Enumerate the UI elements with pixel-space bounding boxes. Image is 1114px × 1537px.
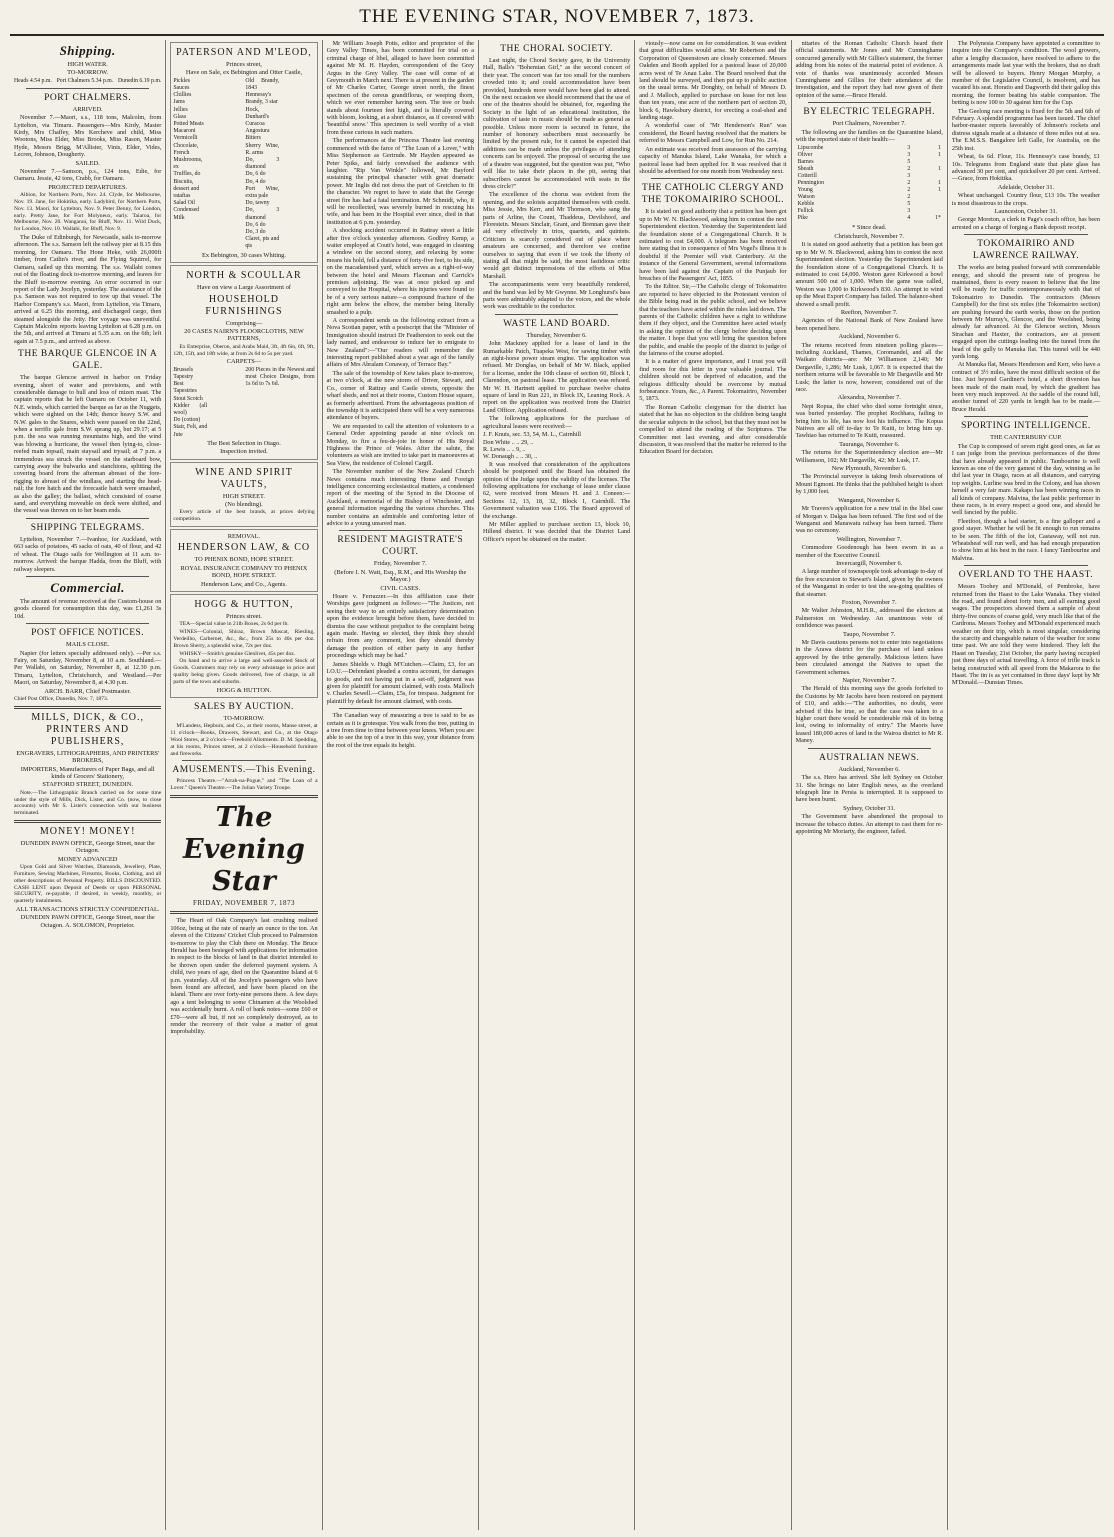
divider: [170, 911, 317, 914]
adelaide-text: Wheat unchanged. Country flour, £13 10s. The weather is most disastrous to the crops.: [951, 192, 1101, 207]
money-title: MONEY! MONEY!: [39, 825, 136, 837]
wellington-place: Wellington, November 7.: [836, 535, 902, 543]
goods-item: Do, tawny: [245, 200, 270, 207]
sporting-text-2: Fleetfoot, though a bad starter, is a fine galloper and a good stayer. Whether he will be fit enough to run remains to be seen. The fifth of the lot, Castaway, will not run. Wheatsheaf will run well, and has had enough preparation to show him at his best in the race. I fancy Tambourine and Malvina.: [951, 517, 1101, 562]
money-text: Upon Gold and Silver Watches, Diamonds, Jewellery, Plate, Furniture, Sewing Machines, Firearms, Books, Clothing, and all other descriptions of Personal Property. BILLS DISCOUNTED. CASH LENT upon Deposit of Deeds or upon PERSONAL SECURITY, re-payable, if desired, in weekly, monthly, or quarterly instalments.: [14, 864, 162, 905]
invercargill-place: Invercargill, November 6.: [836, 559, 903, 567]
application-item: R. Lewis .. .. 9, ..: [482, 445, 526, 453]
catholic-clergy-heading: THE CATHOLIC CLERGY AND THE TOKOMAIRIRO SCHOOL.: [641, 183, 785, 206]
family-name: Oliver: [797, 152, 813, 159]
glencoe-text: The barque Glencoe arrived in harbor on Friday evening, short of water and provisions, and with considerable damage to hull and loss of mizen mast. The captain reports that he left Oamaru on October 11, with N.E. winds, which carried the barque as far as the Nuggets, which were sighted on the 14th; thence heavy S.W. and N.W. gales to the Snares, which were passed on the 22nd, when a terrific gale from S.W. sprang up, but 29.17; at 5 p.m. the sea was running mountains high, and the wind was blowing a hurricane, the vessel then lying-to, close-reefed main topsail, main staysail and trysail; at 7 p.m. a tremendous sea struck the vessel on the starboard bow, carrying away the bulwarks and stanchions, splitting the covering board from the afterman abreast of the fore-rigging to abreast of the windlass, and starting the head-rail; the fore hatch and the forecastle hatch were smashed, as also the galley; the ballast, which consisted of coarse sand, and everything moveable on deck were shifted, and the vessel was thrown on to her beam ends.: [14, 374, 162, 515]
divider: [170, 795, 317, 798]
sydney-text: The Government have abandoned the proposal to increase the tobacco duties. An attempt to cast them for re-appointing Mr Moriarty, the engineer, failed.: [795, 813, 943, 835]
goods-item: Condensed Milk: [173, 207, 200, 221]
napier-place: Napier, November 7.: [842, 677, 897, 685]
column-6: [792, 40, 948, 1530]
alexandra-place: Alexandra, November 7.: [837, 394, 901, 402]
quarantine-table: [796, 145, 943, 222]
divider: [964, 234, 1088, 235]
hogg-hutton-tea: TEA—Special value in 21lb Boxes, 2s 6d per lb.: [179, 621, 289, 628]
mills-dick-note: Note.—The Lithographic Branch carried on for some time under the style of Mills, Dick, Lister, and Co. (now, to close accounts) with Mr S. Lister's connection with our business terminated.: [14, 789, 162, 817]
tokomairiro-text: The works are being pushed forward with commendable energy, and should the present rate of progress be maintained, there is every reason to believe that the line will be ready for traffic contemporaneously with that of Tokomairiro to Dunedin. The contractors (Messrs Campbell) for the first six miles (the Tokomairiro section) are pushing forward the earth works, those on the portion between Mr Murray's, Glencoe, and the Woolshed, being already far advanced. At the Glencoe section, Messrs Strachan and Haxter, the contractors, are at present engaged upon the cuttings leading into the tunnel from the head of the gully to Manuka flat. This tunnel will be 440 yards long.: [951, 264, 1101, 361]
wellington-text: Commodore Goodenough has been sworn in as a member of the Executive Council.: [795, 544, 943, 559]
henderson-law-to: TO PHENIX BOND, HOPE STREET.: [194, 556, 294, 564]
family-b: [912, 194, 943, 201]
launceston-place: Launceston, October 31.: [994, 207, 1058, 215]
arrived-heading: ARRIVED.: [72, 105, 103, 113]
divider: [808, 748, 931, 749]
family-row: [796, 208, 943, 215]
family-name: Barnes: [797, 159, 814, 166]
family-name: Lipscombe: [797, 145, 824, 152]
masthead-rule: [10, 34, 1104, 36]
goods-item: Do, 3 diamond: [245, 157, 280, 171]
polynesia-text: The Polynesia Company have appointed a committee to inquire into the Company's condition. The wool growers, after a lengthy discussion, have resolved to adhere to the arrangements made last year with the brokers, that no draft will be allowed to buyers. Henry Morgan Murphy, a member of the Legislative Council, is insolvent, and has vacated his seat. Horatio and Dagworth did their gallop this morning, the former beating his stable companion. The betting is now 100 to 30 against him for the Cup.: [951, 40, 1101, 107]
tide-heads: Heads 4.54 p.m.: [14, 77, 52, 84]
divider: [651, 178, 774, 179]
family-a: 2: [907, 194, 911, 201]
amusements-text: Princess Theatre.—"Arrah-na-Pogue," and "The Loan of a Lover." Queen's Theatre.—The Julian Variety Troupe.: [170, 778, 318, 792]
hogg-hutton-signature: HOGG & HUTTON.: [216, 686, 272, 694]
family-name: Pike: [797, 215, 808, 222]
family-row: [796, 201, 943, 208]
divider: [964, 565, 1088, 566]
rm-before: (Before I. N. Watt, Esq., R.M., and His Worship the Mayor.): [334, 568, 467, 584]
money-confidential: ALL TRANSACTIONS STRICTLY CONFIDENTIAL.: [15, 905, 160, 913]
family-a: 2: [907, 166, 911, 173]
divider: [14, 706, 161, 709]
wanganui-text: Mr Travers's application for a new trial in the libel case of Morgan v. Dalgas has been refused. The first sod of the Wanganui and Manawatu railway has been turned. There was no ceremony.: [795, 505, 943, 535]
napier-text: The Herald of this morning says the goods forfeited to the Customs by Mr Jacobs have been restored on payment of £10, and adds:—"The authorities, no doubt, were advised if this be true, so that the case was taken to a higher court there would be considerable risk of its being lost, owing to informality of entry." The Maoris have leased 180,000 acres of land in the Wairoa district to Mr R. Maney.: [795, 685, 943, 745]
tide-table: [14, 78, 161, 85]
money-signature: DUNEDIN PAWN OFFICE, George Street, near the Octagon. A. SOLOMON, Proprietor.: [20, 914, 155, 929]
goods-item: Mushrooms, ex: [173, 157, 203, 171]
post-office-date: Chief Post Office, Dunedin, Nov. 7, 1873.: [14, 695, 109, 702]
family-name: Watson: [797, 194, 815, 201]
reefton-place: Reefton, November 7.: [840, 308, 898, 316]
family-a: 2: [907, 187, 911, 194]
best-selection: The Best Selection in Otago.: [207, 439, 281, 447]
royal-agents: Henderson Law, and Co., Agents.: [201, 580, 287, 588]
goods-item: Jams: [173, 99, 185, 106]
carpet-item: Do (cotton): [173, 417, 201, 424]
article-volunteers: We are requested to call the attention of volunteers to a General Order appointing parade at nine o'clock on Monday, to fire a feu-de-joie in honor of His Royal Highness the Prince of Wales. After the salute, the volunteers as wish are invited to take part in manoeuvres at Sea View, the residence of Colonel Cargill.: [326, 422, 474, 467]
hogg-hutton-ad: [170, 594, 317, 698]
carpet-item: Tapestry: [173, 373, 194, 380]
auction-tomorrow: TO-MORROW.: [223, 714, 265, 722]
commercial-text: The amount of revenue received at the Custom-house on goods cleared for consumption this day, was £1,261 3s 10d.: [14, 597, 162, 620]
manuka-island-text: An estimate was received from assessors of the carrying capacity of Manuka Island, Lake Wanaka, for which a pastoral lease had been applied for. It was resolved that it should be advertised for one month from Wednesday next.: [639, 145, 787, 175]
catholic-text: It is stated on good authority that a petition has been got up to Mr W. N. Blackwood, asking him to contest the next Superintendent election. Yesterday the Superintendent laid the foundation stone of a Congregational Church. It is estimated to cost £4,000. A telegram has been received here stating that in consequence of Mrs Vogel's illness it is doubtful if the Premier will visit Canterbury. At the instance of the General Government, several informations have been laid against the Captain of the Punjaub for breaches of the Passengers' Act, 1855.: [639, 208, 787, 282]
family-b: 1: [937, 145, 941, 152]
tokomairiro-text-2: At Manuka flat, Messrs Henderson and Kerr, who have a contract of 3½ miles, have the most difficult section of the line. Just beyond Gardiner's hotel, a short diversion has been made of the main road, by which the gradient has been very much improved. At the saddle of the round hill, another tunnel of 220 yards in length has to be made.—Bruce Herald.: [951, 361, 1101, 413]
family-a: 3: [907, 208, 911, 215]
family-b: [912, 159, 943, 166]
launceston-text: George Moreton, a clerk in Page's coach office, has been arrested on a charge of forging a Bank deposit receipt.: [951, 216, 1101, 231]
telegrams-text: Lyttelton, November 7.—Ivanhoe, for Auckland, with 663 sacks of potatoes, 45 sacks of oats, 40 of flour, and 42 of wheat. The Otago sails for Wellington at 11 a.m. to-morrow. Arrived: the barque Hadda, from the Bluff, with railway sleepers.: [14, 535, 162, 573]
goods-item: Salad Oil: [173, 200, 196, 207]
foxton-place: Foxton, November 7.: [841, 598, 897, 606]
hogg-hutton-text: On hand and to arrive a large and well-assorted Stock of Goods. Customers may rely on every advantage in price and quality being given. Goods delivered, free of charge, in all parts of the town and suburbs.: [173, 658, 315, 685]
application-item: Don White .. .. 29, ..: [482, 438, 534, 446]
auckland-place: Auckland, November 6.: [838, 333, 900, 341]
new-plymouth-place: New Plymouth, November 6.: [831, 465, 907, 473]
goods-item: Potted Meats: [173, 121, 204, 128]
family-b: 1: [937, 152, 941, 159]
goods-item: Sauces: [173, 85, 190, 92]
family-row: [796, 194, 943, 201]
waste-land-text-2: It was resolved that consideration of the applications should be postponed until the Board has obtained the opinion of the Judge upon the validity of the licenses. The following applications for exchange of lease under clause 62, were received from Messrs H. and J. Coneen:—Sections 12, 13, 18, 32, Block I, Cairnhill. The Government valuation was £166. The Board approved of the exchange.: [482, 460, 631, 520]
telegraph-heading: BY ELECTRIC TELEGRAPH.: [803, 107, 936, 118]
family-row: [796, 159, 943, 166]
family-name: Young: [797, 187, 813, 194]
divider: [808, 102, 931, 103]
catholic-text-3: It is a matter of grave importance, and I trust you will find room for this letter in your valuable journal. The children should not be deprived of education, and the religious difficulty should be overcome by mutual forbearance. Yours, &c., A Parent. Tokomairiro, November 5, 1873.: [639, 358, 787, 403]
family-b: 1: [937, 166, 941, 173]
mills-dick-address: STAFFORD STREET, DUNEDIN.: [42, 781, 133, 789]
goods-list-left: [173, 78, 242, 251]
resident-magistrate-heading: RESIDENT MAGISTRATE'S COURT.: [337, 535, 464, 558]
article-princess-theatre: The performances at the Princess Theatre last evening commenced with the farce of "The Loan of a Lover," with Miss Stephenson as Gertrude. Mr Hayden appeared as Peter Spiks, and fairly convulsed the audience with laughter. "Rip Van Winkle" followed, Mr Bayford sustaining the principal character with great dramatic power. Mr Inglis did not dress the part of Gretchen to fit the character. We regret to have to state that the George street fire has had a fatal termination. Mr Schmidt, who, it will be recollected, was severely burned in rescuing his wife, and has been in the Hospital ever since, died in that institution at 6 p.m. yesterday.: [326, 137, 474, 226]
goods-item: Vermicelli: [173, 135, 198, 142]
carpets-heading: CARPETS—: [226, 358, 262, 366]
family-row: [796, 145, 943, 152]
family-row: [796, 215, 943, 222]
carpets-right: 200 Pieces in the Newest and most Choice Designs, from 1s 6d to 7s 6d.: [245, 366, 315, 388]
family-row: [796, 166, 943, 173]
dateline: FRIDAY, NOVEMBER 7, 1873: [192, 898, 295, 907]
tide-dunedin: Dunedin 6.19 p.m.: [118, 77, 162, 84]
family-b: [912, 201, 943, 208]
goods-item: Do, 3 do: [245, 229, 266, 236]
goods-item: Pickles: [173, 77, 191, 84]
goods-item: Do, 6 do: [245, 171, 266, 178]
goods-item: Claret, pts and qts: [245, 236, 280, 250]
post-office-heading: POST OFFICE NOTICES.: [31, 628, 145, 639]
goods-item: Sherry Wine, R. arms: [245, 142, 280, 156]
mails-close-label: MAILS CLOSE.: [65, 641, 110, 649]
aus-text: The s.s. Hero has arrived. She left Sydney on October 31. She brings no later English news, as the overland telegraph line in Persia is interrupted. It is supposed to have been burnt.: [795, 774, 943, 804]
christchurch-place: Christchurch, November 7.: [834, 232, 904, 240]
hogg-hutton-street: Princes street.: [226, 613, 262, 620]
royal-insurance: ROYAL INSURANCE COMPANY TO PHENIX BOND, HOPE STREET.: [180, 564, 308, 580]
family-a: 2: [907, 180, 911, 187]
foxton-text: Mr Walter Johnston, M.H.R., addressed the electors at Palmerston on Wednesday. An unanimous vote of confidence was passed.: [795, 607, 943, 630]
haast-text: Messrs Toohey and M'Donald, of Pembroke, have returned from the Haast to the Lake Wanaka. They visited the road, and found about forty men, and all earning good wages. The prospectors showed them a sample of about thirty-five ounces of coarse gold, very much like that of the Cardrona. Messrs Toohey and M'Donald experienced much weather on their trip, which is most singular, considering the scarcity and changeable nature of the weather for some time past. We are told they were hindered. They left the Haast on Tuesday, 21st October, the party having occupied just three days of actual travelling. A force of trifle track is being constructed with all speed from the Makarora to the Haast. The tin is as yet contained in three days' kept by Mr M'Donald.—Dunstan Times.: [951, 583, 1101, 687]
invercargill-text: A large number of townspeople took advantage to-day of the free excursion to Stewart's Island, given by the owners of the Wanganui in order to test the sea-going qualities of that steamer.: [795, 568, 943, 598]
choral-text: Last night, the Choral Society gave, in the University Hall, Balls's "Bohemian Girl," as the second concert of their year. The concert was far too small for the numbers crowded into it; and could accommodation have been provided, hundreds more would have been glad to attend. On the next occasion we should recommend that the use of one of the theatres should be obtained, for, regarding the Society in the light of an educational institution, the cultivation of taste in music should be made as general as possible. Unless more room is secured in future, the number of honorary subscribers must necessarily be limited by the present rule, for it cannot be expected that additions can be made unless the privileges of attending concerts can be enjoyed. The proposal of securing the use of a theatre was suggested, but the question was put, "Who will like to take their places in the pit, seeing that subscribers cannot be accommodated with seats in the dress circle?": [482, 57, 631, 190]
household-furnishings: HOUSEHOLD FURNISHINGS: [205, 293, 283, 317]
divider: [495, 314, 618, 315]
wine-vaults-ad: [170, 462, 317, 527]
quarantine-text: The following are the families on the Quarantine Island, with the reported state of their health:—: [795, 128, 943, 144]
family-name: Sheath: [797, 166, 814, 173]
sailed-text: November 7.—Samson, p.s., 124 tons, Edie, for Oamaru. Jessie, 42 tons, Crabb, for Oamaru.: [14, 168, 162, 183]
family-row: [796, 180, 943, 187]
choral-text-3: The accompaniments were very beautifully rendered, and the band was led by Mr Gwynne. Mr Longhurst's bass parts were admirably adapted to the voices, and the whole work was creditable to the conductor.: [482, 281, 631, 311]
family-a: 3: [907, 173, 911, 180]
arrived-text: November 7.—Maori, s.s., 118 tons, Malcolm, from Lyttelton, via Timaru. Passengers—Mrs Kirdy, Master Kirdy, Mrs Chaffey, Mrs Kercheve and child, Miss Wootons, Miss Elder, Miss Brooks, Miss Rason, Master Hyde, Messrs Brigg, M'Allister, Vinis, Elder, Vides, Lecren, Johnson, Dougherty.: [14, 114, 162, 159]
waste-land-text-3: Mr Miller applied to purchase section 13, block 10, Hillend district. It was decided that the District Land Officer's report be obtained on the matter.: [482, 520, 631, 543]
north-scoullar-title: NORTH & SCOULLAR: [186, 270, 302, 282]
article-potts: Mr William Joseph Potts, editor and proprietor of the Grey Valley Times, has been committed for trial on a criminal charge of libel, alleged to have been committed against Mr M. H. Hayden, correspondent of the Grey Argus in the Grey Valley. The case will come of at Greymouth in March next. There is at present in the garden of Mr Charles Carter, George street north, the finest specimen of the cereus grandiflorus, or weeping thorn, which we ever remember having seen. The tree or bush stands about fourteen feet high, and is literally covered with bloom, looking, at a short distance, as if covered with 'beautiful snow.' This specimen is well worthy of a visit from those curious in such matters.: [326, 40, 474, 136]
money-sub: DUNEDIN PAWN OFFICE, George Street, near the Octagon.: [20, 839, 155, 855]
family-name: Cotterill: [797, 173, 817, 180]
family-b: [912, 208, 943, 215]
column-3: [323, 40, 479, 1530]
column-5: [635, 40, 791, 1530]
projected-text: Albion, for Northern Ports, Nov. 24. Clyde, for Melbourne, Nov. 19. Jane, for Hokitika, early. Ladybird, for Northern Ports, Nov. 13. Maori, for Lyttelton, Nov. 9. Peter Denny, for London, early. Pretty Jane, for Fort Molyneux, early. Taiaroa, for Melbourne, Nov. 20. Wanganui, for Bluff, Nov. 11. Wild Duck, for London, Nov. 10. Wallabi, for Bluff, Nov. 9.: [14, 192, 162, 233]
column-1: [10, 40, 166, 1530]
catholic-text-2: To the Editor. Sir,—The Catholic clergy of Tokomairiro are reported to have objected to the Protestant version of the Bible being read in the public school, and we believe that the teachers have acted within the rules laid down. The parents of the Catholic children have a right to withdraw them if they object, and the Committee have acted wisely in asking the opinion of the clergy before deciding upon the matter. I hope that you will bring the question before the public, and enable the people of the district to judge of the fairness of the course adopted.: [639, 283, 787, 358]
waste-land-continued: viously—now came on for consideration. It was evident that great difficulties would arise. Mr Robertson and the Corporation of Queenstown are closely concerned. Messrs Oakden and Booth applied for a pastoral lease of 20,000 acres west of Te Anau Lake. The Board resolved that the land should be surveyed, and then put up to public auction on the usual terms. Mr Donghty, on behalf of Messrs D. and J. Malloch, applied to purchase on lease for not less than ten years, one acre of the northern part of section 20, block 6, Hawksbury district, for erecting a coal-shed and landing stage.: [639, 40, 787, 122]
divider: [339, 530, 462, 531]
sporting-heading: SPORTING INTELLIGENCE.: [961, 421, 1091, 432]
column-2: [166, 40, 322, 1530]
post-office-text: Napier (for letters specially addressed only). —Per s.s. Fairy, on Saturday, November 8, at 10 a.m. Southland.—Per Wallabi, on Saturday, November 8, at 12.30 p.m. Timaru, Lyttelton, Christchurch, and Westland.—Per Maori, on Saturday, November 8, at 4.30 p.m.: [14, 649, 162, 687]
paterson-mleod-whiting: Ex Bebington, 30 cases Whiting.: [201, 251, 286, 259]
mills-dick-sub: ENGRAVERS, LITHOGRAPHERS, AND PRINTERS' BROKERS,: [16, 749, 160, 765]
commercial-heading: Commercial.: [50, 579, 125, 595]
comprising-label: Comprising—: [225, 319, 263, 327]
masthead: THE EVENING STAR, NOVEMBER 7, 1873.: [359, 6, 755, 27]
high-water-heading: HIGH WATER.: [67, 61, 108, 68]
article-nova-scotian: A correspondent sends us the following extract from a Nova Scotian paper, with a postscript that the "Minister of Immigration should instruct Dr Featherston to seek out the lady named, and endeavour to induce her to emigrate to New Zealand":—"Our readers will remember the interesting report published about a year ago of the family affairs of Mrs Abralam Conaway, of Terrace Bay.": [326, 317, 474, 369]
article-kew-sale: The sale of the township of Kew takes place to-morrow, at two o'clock, at the new stores of Driver, Stewart, and Co., corner of Rattray and Castle streets, opposite the wharf sheds, and not at their rooms, Custom House square, as formerly advertised. From the advantageous position of the township it is anticipated there will be a very numerous attendance of buyers.: [326, 369, 474, 422]
hogg-hutton-title: HOGG & HUTTON,: [194, 599, 294, 610]
family-a: 5: [907, 159, 911, 166]
tauranga-place: Tauranga, November 6.: [839, 440, 900, 448]
waste-land-list: [483, 431, 630, 461]
divider: [964, 416, 1088, 417]
port-chalmers-place: Port Chalmers, November 7.: [832, 120, 906, 128]
goods-item: Hennessy's Brandy, 3 star: [245, 92, 278, 106]
goods-item: Hock, Dunhard's: [245, 106, 269, 120]
goods-item: Do, 4 do: [245, 178, 266, 185]
family-a: 3: [907, 145, 911, 152]
henderson-law-title: HENDERSON LAW, & CO: [177, 542, 311, 554]
carpet-item: Kidder (all wool): [173, 402, 208, 416]
tomorrow-label: TO-MORROW.: [67, 69, 109, 77]
geelong-text: The Geelong race meeting is fixed for the 5th and 6th of February. A splendid programme has been issued. The chief harbor-master reports favorably of Johnson's rockets and distress signals made at a distance of three miles out at sea. The E.M.S.S. Bangalore left Galle, for Australia, on the 25th inst.: [951, 107, 1101, 152]
inspection-invited: Inspection invited.: [220, 448, 268, 456]
prices-text: Wheat, 6s 6d. Flour, 11s. Hennessy's case brandy, £1 10s. Telegrams from England state that plate glass has advanced 30 per cent, and quicksilver 20 per cent. Arrived.—Grace, from Hokitika.: [951, 153, 1101, 183]
telegrams-heading: SHIPPING TELEGRAMS.: [30, 522, 145, 533]
auction-text: M'Landess, Hepburn, and Co., at their rooms, Manse street, at 11 o'clock—Books, Drawers, Stewart, and Co., at the Otago Wool Stores, at 2 o'clock—Freehold Allotments. D. M. Spedding, at his rooms, Princes street, at 2 o'clock—Household furniture and fireworks.: [170, 723, 318, 757]
canadian-tree-text: The Canadian way of measuring a tree is said to be as certain as it is grotesque. You walk from the tree, putting in a tree from time to time between your knees. When you are able to see the top of a tree in this way, your distance from the root of the tree equals its height.: [326, 712, 474, 749]
wine-vaults-blend: (No blending).: [225, 500, 263, 508]
paterson-mleod-title: PATERSON AND M'LEOD,: [176, 47, 312, 58]
hogg-hutton-wines: WINES—Colonial, Shiraz, Brown Muscat, Riesling, Verdeilho, Carbernet, &c., &c., from 25s to 40s per doz. Brown Sherry, a splendid wine, 72s per doz.: [173, 629, 315, 649]
shipping-heading: Shipping.: [59, 43, 116, 58]
carpet-item: Stout Scotch: [173, 395, 203, 402]
north-scoullar-intro: Have on view a Large Assortment of: [196, 284, 291, 292]
australian-news-heading: AUSTRALIAN NEWS.: [819, 752, 920, 763]
since-dead-note: * Since dead.: [852, 224, 887, 232]
port-chalmers-heading: PORT CHALMERS.: [44, 92, 132, 103]
tauranga-text: The returns for the Superintendency election are—Mr Williamson, 102; Mr Dargaville, 42; Mr Lusk, 17.: [795, 449, 943, 464]
columns: [10, 40, 1104, 1530]
glencoe-heading: THE BARQUE GLENCOE IN A GALE.: [18, 349, 158, 372]
projected-heading: PROJECTED DEPARTURES.: [48, 183, 128, 191]
family-row: [796, 173, 943, 180]
waste-land-date: Thursday, November 6.: [526, 331, 587, 339]
hogg-hutton-whisky: WHISKY—Smith's genuine Glenlivet, 45s per doz.: [179, 650, 296, 657]
goods-item: Do, 6 do: [245, 221, 266, 228]
family-name: Pennington: [797, 180, 824, 187]
family-row: [796, 152, 943, 159]
divider: [26, 518, 149, 519]
waste-land-list-intro: The following applications for the purchase of agricultural leases were received:—: [482, 415, 631, 430]
aus-auckland-place: Auckland, November 6.: [838, 765, 900, 773]
tokomairiro-railway-heading: TOKOMAIRIRO AND LAWRENCE RAILWAY.: [972, 239, 1080, 262]
taupo-place: Taupo, November 7.: [842, 630, 896, 638]
waste-land-heading: WASTE LAND BOARD.: [503, 318, 611, 329]
carpet-item: Stair, Felt, and Jute: [173, 424, 208, 438]
family-name: Kebble: [797, 201, 815, 208]
waste-land-text: John Mackney applied for a lease of land in the Rumarkable Patch, Tuapeka West, for sawing timber with an eight-horse power steam engine. The application was refused. Mr Donglas, on behalf of Mr W. Black, applied for a license, under the 10th clause of section 60, Block I, Clarendon, on pastoral lease. The application was refused. Mr W. H. Hartnett applied to purchase twelve chains square of land in Run 221, in Block IX, Leaning Rock. A report on the application was received from the District Land Officer. Application refused.: [482, 340, 631, 414]
family-a: 4: [907, 215, 911, 222]
paterson-mleod-list: [173, 78, 314, 251]
family-a: 3: [907, 152, 911, 159]
goods-item: Port Wine, extra pale: [245, 185, 280, 200]
auckland-text: The returns received from nineteen polling places—including Auckland, Thames, Coromandel, and all the Waikato districts—are: Mr Williamson 2,140; Mr Dargaville, 1,286; Mr Lusk, 1,067. It is expected that the northern returns will be favorable to Mr Dargaville and Mr Lusk; the latter is now, however, considered out of the race.: [795, 341, 943, 393]
christchurch-text: It is stated on good authority that a petition has been got up to Mr W. N. Blackwood, asking him to contest the next Superintendent election. Yesterday the Superintendent laid the foundation stone of a Congregational Church. It is estimated to cost £4,000. Weston gave Kirkwood a bowl amount 500 out of 1,000. When the game was called, Weston was 1,000 to Kirkwood's 830. An attempt to wind up the Meat Export Company has failed. The balance-sheet showed a small profit.: [795, 241, 943, 308]
goods-item: ratafias: [173, 193, 191, 200]
family-b: 1: [937, 187, 941, 194]
carpets-list: [173, 367, 314, 439]
money-advanced: MONEY ADVANCED: [57, 855, 118, 863]
reefton-text: Agencies of the National Bank of New Zealand have been opened here.: [795, 317, 943, 332]
goods-item: Do, 3 diamond: [245, 207, 280, 221]
floorcloths-text: Ex Enterprise, Oberon, and Arabs Maid, 3ft, 4ft 6in, 6ft, 9ft, 12ft, 15ft, and 18ft wide, at from 2s 6d to 5s per yard.: [173, 343, 315, 357]
family-a: 5: [907, 201, 911, 208]
column-4: [479, 40, 635, 1530]
paper-title: The Evening Star: [183, 801, 305, 897]
goods-item: Old Brandy, 1843: [245, 77, 280, 92]
rm-text: Hoare v. Ferrazzer.—In this affiliation case their Worships gave judgment as follows:—"The Justices, not seeing their way to an entirely satisfactory determination upon the evidence brought before them, have decided to dismiss the case without prejudice to the complaint being again made. Having so elected, they think they should refrain from any comment, lest they should thereby damage the position of either party in any further proceedings which may be had.": [326, 593, 474, 660]
leader-text: The Heart of Oak Company's last crushing realised 106oz, being at the rate of nearly an ounce to the ton. An eleven of the Citizens' Cricket Club proceed to Palmerston to-morrow to play the Club there on Monday. The Bruce Herald has been besieged with applications for information in respect to the blocks of land in that district intended to be thrown open under the deferred payment system. A child, two years of age, died on the Quarantine Island at 6 p.m. yesterday. All of the Jocelyn's passengers who have been found are affected, and have been placed on the island. There are over forty-nine persons there. A few days ago a tent belonging to some Chinamen at the Woolshed was accidentally burnt. A roll of bank notes—some £60 or £70—were all but, if not so completely destroyed, as to render the recovery of their value a matter of great improbability.: [170, 917, 318, 1036]
paterson-mleod-ad: [170, 42, 317, 263]
alexandra-text: Nepi Ropua, the chief who died some fortnight since, was buried yesterday. The prophet Rochhara, failing to bring him to life, has now lost his influence. The Kopua Natives are all off to-day to Te Kuiti, to bring him up. Tawhiao has returned to Te Kuiti, reassured.: [795, 402, 943, 440]
article-accident: A shocking accident occurred in Rattray street a little after five o'clock yesterday afternoon. Godfrey Kemp, a waiter employed at Coutt's hotel, was engaged in cleaning a window on the second storey, and relaxing by some means his hold, fell a distance of forty-five feet, to his side, on the macadamised yard, which serves as a right-of-way between the hotel and Messrs Flaxman and Carrick's premises adjoining. He was at once picked up and conveyed to the Hospital, where his injuries were found to be of a very serious nature—a compound fracture of the right arm below the elbow, the member being literally smashed to a pulp.: [326, 227, 474, 316]
goods-item: Jellies: [173, 106, 188, 113]
goods-item: Macaroni: [173, 128, 196, 135]
mills-dick-importers: IMPORTERS, Manufacturers of Paper Bags, and all kinds of Grocers' Stationery,: [20, 765, 155, 780]
henderson-run-text: A wonderful case of "Mr Henderson's Run" was considered, the Board having resolved that the matters be referred to Messrs Campbell and Low, for Run No. 214.: [639, 122, 787, 145]
shipping-news: The Duke of Edinburgh, for Newcastle, sails to-morrow afternoon. The s.s. Samson left the railway pier at 8.15 this morning, for Oamaru. The Hone Heke, with 26,000ft timber, from Catlin's river, and the Flying Squirrel, for Oamaru, sailed up this morning. The s.s. Wallabi comes out of the floating dock to-morrow morning, and leaves for the Bluff to-morrow evening. An error occurred in our report of the Lady Jocelyn, yesterday. The assistance of the p.s. Samson was not required to tow up that vessel. The Harbor Company's s.s. Maori, from Lyttelton, via Timaru, arrived at 6.25 this morning, and discharged cargo, then steamed alongside the Jetty. Her voyage was uneventful. Captain Malcolm reports leaving Lyttelton at 6.28 p.m. on the 5th, and arrived at Timaru at 5.35 a.m. on the 6th; left again at 7.5 p.m., and arrived as above.: [14, 234, 162, 345]
family-b: 1*: [935, 215, 941, 222]
rm-date: Friday, November 7.: [373, 560, 427, 568]
catholic-text-4: The Roman Catholic clergyman for the district has stated that he has no objection to the children being taught the secular subjects in the school, but that they must not be compelled to attend the reading of the Scriptures. The Committee met last evening, and after considerable discussion, it was resolved that the matter be referred to the Education Board for decision.: [639, 403, 787, 456]
floorcloths-line: 20 CASES NAIRN'S FLOORCLOTHS, NEW PATTERNS,: [184, 327, 304, 343]
haast-heading: OVERLAND TO THE HAAST.: [958, 570, 1094, 581]
family-b: [912, 173, 943, 180]
rm-text-2: James Shields v. Hugh M'Cutchen.—Claim, £3, for an I.O.U.—Defendant pleaded a contra account, for damages to goods, and not having put in a set-off, judgment was given for plaintiff for amount claimed, with costs. Malloch v. Charles Sewell.—Claim, £5s, for trespass. Judgment for plaintiff by default for amount claimed, with costs.: [326, 660, 474, 705]
divider: [14, 820, 161, 823]
divider: [339, 708, 462, 709]
article-church-news: The November number of the New Zealand Church News contains much interesting Home and Foreign intelligence concerning ecclesiastical matters, a condensed report of the meeting of the Synod in the Diocese of Auckland, a memorial of the Bishop of Winchester, and general information regarding the various churches. This number contains an admirable and comforting letter of advice to a young unsaved man.: [326, 468, 474, 527]
goods-item: Glass: [173, 113, 187, 120]
wine-vaults-title: WINE AND SPIRIT VAULTS,: [195, 466, 293, 490]
sydney-place: Sydney, October 31.: [843, 804, 896, 812]
taupo-text: Mr Davis cautions persons not to enter into negotiations in the Arawa district for the purchase of land unless approved by the tribe generally. Malicious letters have been circulated amongst the Natives to upset the Government schemes.: [795, 639, 943, 676]
choral-text-2: The excellence of the chorus was evident from the opening, and the soloists acquitted themselves with credit. Miss Jessie, Mrs Kerr, and Mr Thomson, who sang the parts of Arline, the Count, Thaddeus, Devilshoof, and Florestein. Messrs Sinclair, Grant, and Brennan gave their aid very effectively in trios, quartets, and quintets. Criticism is scarcely considered out of place where amateurs are concerned, and therefore we confine ourselves to saying that even if we took the liberty of stating all that might be said, the most fastidious critic would get distinct impressions of the efforts of Miss Marshall.: [482, 191, 631, 280]
tide-port-chalmers: Port Chalmers 5.34 p.m.: [56, 77, 114, 84]
application-item: W. Donaugh .. .. 30, ..: [482, 453, 538, 461]
wine-vaults-street: HIGH STREET.: [222, 492, 266, 500]
carpets-left: [173, 367, 242, 439]
removal-ad: [170, 529, 317, 592]
family-name: Fellick: [797, 208, 814, 215]
goods-item: Chillies: [173, 92, 192, 99]
family-b: 1: [937, 180, 941, 187]
carpet-item: Brussels: [173, 366, 193, 373]
goods-item: Angostura Bitters: [245, 128, 270, 142]
application-item: J. F. Knuts, sec. 53, 54, M. L., Cairnhill: [482, 431, 581, 439]
paterson-mleod-intro: Have on Sale, ex Bebington and Otter Castle,: [185, 69, 303, 77]
mills-dick-title: MILLS, DICK, & CO., PRINTERS AND PUBLISHERS,: [31, 711, 144, 747]
choral-society-heading: THE CHORAL SOCIETY.: [500, 44, 613, 54]
divider: [182, 760, 305, 761]
north-scoullar-ad: [170, 265, 317, 459]
goods-item: Chocolate, French: [173, 142, 199, 156]
removal-label: REMOVAL.: [227, 532, 261, 540]
sailed-heading: SAILED.: [75, 159, 100, 167]
divider: [26, 88, 149, 89]
auction-heading: SALES BY AUCTION.: [194, 701, 294, 712]
wanganui-place: Wanganui, November 6.: [838, 496, 901, 504]
amusements-heading: AMUSEMENTS.—This Evening.: [172, 765, 316, 776]
column-7: [948, 40, 1104, 1530]
canterbury-cup-label: THE CANTERBURY CUP.: [990, 434, 1062, 442]
civil-cases-label: CIVIL CASES.: [380, 584, 421, 592]
wine-vaults-text: Every article of the best brands, at prices defying competition.: [173, 509, 315, 523]
divider: [26, 623, 149, 624]
paterson-mleod-street: Princes street,: [226, 61, 262, 68]
family-row: [796, 187, 943, 194]
goods-list-right: [245, 78, 314, 251]
goods-item: Biscuits, dessert and: [173, 178, 200, 192]
goods-item: Curacoa: [245, 121, 265, 128]
new-plymouth-text: The Provincial surveyor is taking fresh observations of Mount Egmont. He thinks that the published height is short by 1,000 feet.: [795, 473, 943, 496]
carpet-item: Best Tapestries: [173, 381, 197, 395]
sporting-text: The Cup is composed of seven right good ones, as far as I can judge from the previous performances of the three that have already appeared in public. Tambourine is well known as one of the very gamest of the day, winning as he did last year in Otago, races at all distances, and carrying top weights. Lurline was bred in the Colony, and has shown herself a very fair mare. Kakapo has been winning races in all kinds of company. Malvina, the last public performer in these races, is in every respect a good one, and should be well fancied by the public.: [951, 442, 1101, 517]
goods-item: Truffles, do: [173, 171, 201, 178]
postmaster-signature: ARCH. BARR, Chief Postmaster.: [44, 687, 131, 695]
catholic-continued: nitaries of the Roman Catholic Church heard their official statements. Mr Jones and Mr Cunninghame concurred generally with Mr Gillies's statement, the former adding from his notes of the material point of evidence. A vote of thanks was unanimously accorded Messrs Cunninghame and Gillies for their attendance at the investigation, and the report they had now given of their opinion of the same.—Bruce Herald.: [795, 40, 943, 99]
adelaide-place: Adelaide, October 31.: [997, 183, 1055, 191]
divider: [26, 576, 149, 577]
